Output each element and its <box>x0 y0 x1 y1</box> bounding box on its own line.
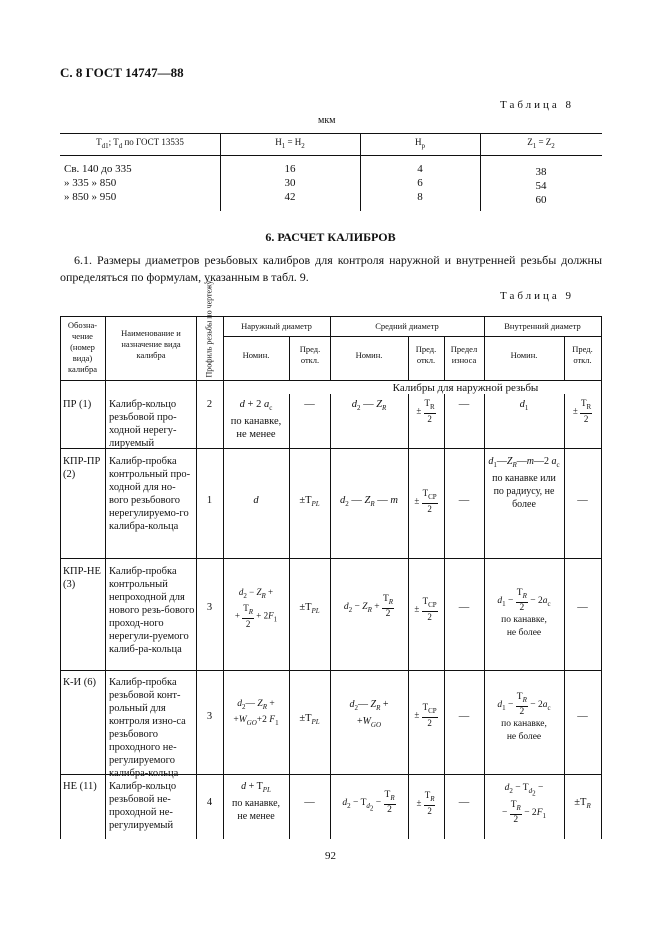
row-outer-nom: $d_2 - Z_R$ + + $\frac{T_R}{2}$ + $2F_1$ <box>234 587 278 629</box>
paragraph: 6.1. Размеры диаметров резьбовых калибров для контроля наружной и внутренней резьбы должны определяться по формулам, указанным в табл. 9. <box>60 253 602 284</box>
row-inner-dev: — <box>577 495 588 506</box>
row-mid-dev: ± $\frac{T_R}{2}$ <box>416 790 435 816</box>
row-outer-nom: d + 2 $a_c$ по канавке, не менее <box>230 399 282 441</box>
table8-col2-header: $H_1 = H_2$ <box>275 137 305 150</box>
header-inner-nom: Номин. <box>510 350 538 360</box>
row-outer-dev: $\pm T_{PL}$ <box>299 602 320 616</box>
header-middle: Средний диаметр <box>375 321 439 331</box>
row-wear: — <box>458 602 470 613</box>
row-code: ПР (1) <box>63 399 92 410</box>
table8-range: » 850 » 950 <box>64 191 117 203</box>
row-outer-dev: $\pm T_{PL}$ <box>299 713 320 727</box>
table8-caption: Таблица 8 <box>500 99 575 111</box>
row-name: Калибр-кольцо резьбовой про-ходной нерегу-лируемый <box>109 399 177 449</box>
table8-hp: 8 <box>417 191 423 203</box>
row-inner-nom: $d_1$ − $\frac{T_R}{2}$ − $2a_c$ по канавке, не более <box>497 588 551 638</box>
row-inner-nom: $d_1$ <box>519 399 529 413</box>
table8-unit: мкм <box>318 115 336 126</box>
row-mid-nom: $d_2$ — $Z_R$ <box>351 399 387 413</box>
header-inner: Внутренний диаметр <box>504 321 581 331</box>
row-outer-nom: $d_2—$ $Z_R$ + $+W_{GO}+2$ $F_1$ <box>233 699 279 727</box>
page-header: С. 8 ГОСТ 14747—88 <box>60 65 184 80</box>
row-wear: — <box>458 797 470 808</box>
header-outer-nom: Номин. <box>242 350 270 360</box>
table8-h: 42 <box>284 191 296 203</box>
row-inner-dev: ± $\frac{T_R}{2}$ <box>572 398 592 424</box>
row-name: Калибр-пробка контрольный про-ходной для но-вого резьбового нерегулируемо-го калибра-кольца <box>109 456 191 532</box>
table8-range: » 335 » 850 <box>64 177 117 189</box>
table8-h: 30 <box>284 177 296 189</box>
row-mid-dev: ± $\frac{T_{CP}}{2}$ <box>414 596 437 622</box>
row-profile: 3 <box>206 711 213 722</box>
row-inner-nom: $d_2 - T_{d_2}$ − − $\frac{T_R}{2}$ − $2F_1$ <box>502 783 546 826</box>
page-number: 92 <box>325 850 336 862</box>
row-outer-nom: d <box>253 495 259 506</box>
header-designation: Обозна-чение (номер вида) калибра <box>67 320 98 374</box>
header-name: Наименование и назначение вида калибра <box>121 328 181 360</box>
row-mid-nom: $d_2 - T_{d_2}$ − $\frac{T_R}{2}$ <box>342 790 395 815</box>
row-outer-nom: $d + T_{PL}$ по канавке, не менее <box>231 781 281 822</box>
row-mid-dev: ± $\frac{T_{CP}}{2}$ <box>414 702 437 728</box>
table8-hp: 4 <box>417 163 423 175</box>
row-profile: 1 <box>206 495 213 506</box>
section-title: 6. РАСЧЕТ КАЛИБРОВ <box>265 230 396 244</box>
row-inner-nom: $d_1—Z_R—m—2$ $a_c$ по канавке или по радиусу, не более <box>488 456 560 510</box>
row-outer-dev: — <box>304 399 315 410</box>
table8-col3-header: $H_p$ <box>415 137 425 150</box>
row-mid-nom: $d_2 - Z_R$ + $\frac{T_R}{2}$ <box>343 594 394 619</box>
table8-z: 60 <box>535 194 547 206</box>
group-title: Калибры для наружной резьбы <box>392 382 539 394</box>
row-name: Калибр-кольцо резьбовой не-проходной не-регулируемый <box>109 781 177 831</box>
header-inner-dev: Пред. откл. <box>572 344 593 365</box>
row-inner-dev: — <box>577 711 588 722</box>
row-code: К-И (6) <box>63 677 96 688</box>
row-name: Калибр-пробка контрольный непроходной для нового резь-бового проход-ного нерегули-руемого калиб-ра-кольца <box>109 566 195 655</box>
row-mid-dev: ± $\frac{T_{CP}}{2}$ <box>414 488 437 514</box>
row-code: КПР-ПР (2) <box>63 456 101 480</box>
header-mid-nom: Номин. <box>355 350 383 360</box>
header-mid-dev: Пред. откл. <box>415 344 437 365</box>
row-code: НЕ (11) <box>63 781 97 792</box>
header-profile: Профиль резьбы по чертежу <box>204 280 214 378</box>
table8-hp: 6 <box>417 177 423 189</box>
row-wear: — <box>458 399 470 410</box>
row-name: Калибр-пробка резьбовой конт-рольный для контроля изно-са резьбового проходного не-регулируемого калибра-кольца <box>109 677 186 779</box>
row-inner-nom: $d_1$ − $\frac{T_R}{2}$ − $2a_c$ по канавке, не более <box>497 692 551 742</box>
table8-range: Св. 140 до 335 <box>64 163 132 175</box>
row-mid-dev: ± $\frac{T_R}{2}$ <box>416 398 435 424</box>
header-outer-dev: Пред. откл. <box>299 344 321 365</box>
table8-h: 16 <box>284 163 296 175</box>
table8-z: 54 <box>535 180 547 192</box>
header-outer: Наружный диаметр <box>241 321 312 331</box>
table8-z: 38 <box>535 166 547 178</box>
row-inner-dev: $\pm T_R$ <box>574 797 591 811</box>
row-wear: — <box>458 711 470 722</box>
table8 <box>60 133 602 213</box>
row-profile: 2 <box>206 399 213 410</box>
row-profile: 3 <box>206 602 213 613</box>
row-outer-dev: — <box>304 797 315 808</box>
row-mid-nom: $d_2—$ $Z_R$ + $+W_{GO}$ <box>349 699 389 729</box>
row-code: КПР-НЕ (3) <box>63 566 101 590</box>
row-mid-nom: $d_2$ — $Z_R$ — m <box>340 495 398 509</box>
table8-col1-header: $T_{d1}$; $T_d$ по ГОСТ 13535 <box>96 137 184 150</box>
row-profile: 4 <box>206 797 213 808</box>
table9-caption: Таблица 9 <box>500 290 575 302</box>
table8-col4-header: $Z_1 = Z_2$ <box>527 137 555 150</box>
row-wear: — <box>458 495 470 506</box>
row-outer-dev: $\pm T_{PL}$ <box>299 495 320 509</box>
header-wear: Предел износа <box>450 344 478 365</box>
row-inner-dev: — <box>577 602 588 613</box>
